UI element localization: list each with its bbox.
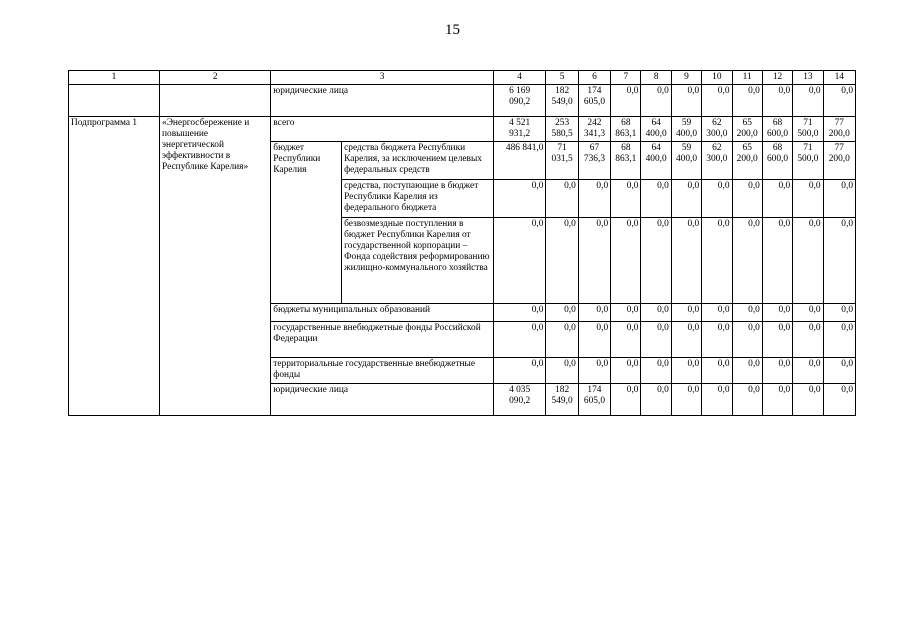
value-cell: 0,0 bbox=[762, 322, 792, 358]
value-cell: 242 341,3 bbox=[578, 117, 610, 142]
value-cell: 0,0 bbox=[762, 304, 792, 322]
value-cell: 71 500,0 bbox=[793, 117, 823, 142]
value-cell: 0,0 bbox=[793, 358, 823, 384]
value-cell: 0,0 bbox=[611, 85, 641, 117]
value-cell: 4 035 090,2 bbox=[493, 384, 546, 416]
source-cell: средства, поступающие в бюджет Республики Карелия из федерального бюджета bbox=[342, 180, 494, 218]
value-cell: 6 169 090,2 bbox=[493, 85, 546, 117]
value-cell: 0,0 bbox=[823, 218, 855, 304]
source-cell: территориальные государственные внебюджетные фонды bbox=[271, 358, 494, 384]
funding-table bbox=[68, 70, 856, 416]
header-cell: 7 bbox=[611, 71, 641, 85]
value-cell: 65 200,0 bbox=[732, 142, 762, 180]
value-cell: 0,0 bbox=[702, 304, 732, 322]
header-cell: 9 bbox=[671, 71, 701, 85]
header-cell: 1 bbox=[69, 71, 160, 85]
source-cell: бюджеты муниципальных образований bbox=[271, 304, 494, 322]
value-cell: 0,0 bbox=[641, 180, 671, 218]
value-cell: 64 400,0 bbox=[641, 117, 671, 142]
value-cell: 0,0 bbox=[732, 304, 762, 322]
value-cell: 0,0 bbox=[578, 304, 610, 322]
subprogram-name: «Энергосбережение и повышение энергетической эффективности в Республике Карелия» bbox=[160, 117, 271, 416]
value-cell: 62 300,0 bbox=[702, 142, 732, 180]
value-cell: 0,0 bbox=[578, 218, 610, 304]
value-cell: 0,0 bbox=[671, 304, 701, 322]
value-cell: 0,0 bbox=[793, 384, 823, 416]
value-cell: 59 400,0 bbox=[671, 117, 701, 142]
value-cell: 0,0 bbox=[611, 180, 641, 218]
value-cell: 0,0 bbox=[823, 304, 855, 322]
value-cell: 0,0 bbox=[671, 85, 701, 117]
value-cell: 0,0 bbox=[611, 304, 641, 322]
value-cell: 0,0 bbox=[762, 358, 792, 384]
value-cell: 71 031,5 bbox=[546, 142, 578, 180]
header-cell: 4 bbox=[493, 71, 546, 85]
value-cell: 0,0 bbox=[732, 85, 762, 117]
value-cell: 174 605,0 bbox=[578, 85, 610, 117]
value-cell: 0,0 bbox=[611, 358, 641, 384]
value-cell: 0,0 bbox=[762, 180, 792, 218]
value-cell: 0,0 bbox=[793, 85, 823, 117]
header-cell: 5 bbox=[546, 71, 578, 85]
value-cell: 0,0 bbox=[493, 304, 546, 322]
value-cell: 0,0 bbox=[493, 218, 546, 304]
value-cell: 68 600,0 bbox=[762, 142, 792, 180]
value-cell: 67 736,3 bbox=[578, 142, 610, 180]
value-cell: 0,0 bbox=[611, 384, 641, 416]
value-cell: 0,0 bbox=[611, 218, 641, 304]
value-cell: 77 200,0 bbox=[823, 142, 855, 180]
empty-cell bbox=[69, 85, 160, 117]
table-row bbox=[69, 117, 856, 142]
value-cell: 0,0 bbox=[793, 304, 823, 322]
value-cell: 0,0 bbox=[702, 180, 732, 218]
value-cell: 62 300,0 bbox=[702, 117, 732, 142]
value-cell: 77 200,0 bbox=[823, 117, 855, 142]
value-cell: 0,0 bbox=[578, 180, 610, 218]
value-cell: 0,0 bbox=[762, 218, 792, 304]
value-cell: 0,0 bbox=[823, 322, 855, 358]
value-cell: 0,0 bbox=[732, 384, 762, 416]
value-cell: 0,0 bbox=[578, 322, 610, 358]
value-cell: 0,0 bbox=[732, 180, 762, 218]
value-cell: 0,0 bbox=[493, 180, 546, 218]
value-cell: 0,0 bbox=[793, 322, 823, 358]
value-cell: 0,0 bbox=[732, 218, 762, 304]
value-cell: 64 400,0 bbox=[641, 142, 671, 180]
header-cell: 10 bbox=[702, 71, 732, 85]
value-cell: 253 580,5 bbox=[546, 117, 578, 142]
value-cell: 71 500,0 bbox=[793, 142, 823, 180]
value-cell: 68 863,1 bbox=[611, 142, 641, 180]
value-cell: 0,0 bbox=[671, 358, 701, 384]
empty-cell bbox=[160, 85, 271, 117]
header-cell: 14 bbox=[823, 71, 855, 85]
source-cell: всего bbox=[271, 117, 494, 142]
value-cell: 0,0 bbox=[702, 384, 732, 416]
value-cell: 0,0 bbox=[702, 218, 732, 304]
value-cell: 0,0 bbox=[641, 304, 671, 322]
value-cell: 59 400,0 bbox=[671, 142, 701, 180]
value-cell: 0,0 bbox=[793, 218, 823, 304]
value-cell: 182 549,0 bbox=[546, 384, 578, 416]
value-cell: 0,0 bbox=[546, 322, 578, 358]
value-cell: 0,0 bbox=[732, 322, 762, 358]
value-cell: 0,0 bbox=[546, 180, 578, 218]
page-number: 15 bbox=[445, 22, 460, 38]
value-cell: 0,0 bbox=[546, 304, 578, 322]
value-cell: 68 600,0 bbox=[762, 117, 792, 142]
source-cell: средства бюджета Республики Карелия, за исключением целевых федеральных средств bbox=[342, 142, 494, 180]
value-cell: 0,0 bbox=[578, 358, 610, 384]
value-cell: 0,0 bbox=[793, 180, 823, 218]
value-cell: 0,0 bbox=[641, 85, 671, 117]
value-cell: 0,0 bbox=[823, 358, 855, 384]
value-cell: 0,0 bbox=[493, 322, 546, 358]
value-cell: 68 863,1 bbox=[611, 117, 641, 142]
value-cell: 0,0 bbox=[823, 180, 855, 218]
value-cell: 0,0 bbox=[702, 85, 732, 117]
value-cell: 0,0 bbox=[823, 384, 855, 416]
value-cell: 182 549,0 bbox=[546, 85, 578, 117]
header-cell: 8 bbox=[641, 71, 671, 85]
value-cell: 0,0 bbox=[732, 358, 762, 384]
value-cell: 0,0 bbox=[546, 358, 578, 384]
value-cell: 0,0 bbox=[762, 85, 792, 117]
value-cell: 174 605,0 bbox=[578, 384, 610, 416]
header-cell: 11 bbox=[732, 71, 762, 85]
header-cell: 13 bbox=[793, 71, 823, 85]
value-cell: 65 200,0 bbox=[732, 117, 762, 142]
value-cell: 0,0 bbox=[823, 85, 855, 117]
value-cell: 0,0 bbox=[611, 322, 641, 358]
value-cell: 0,0 bbox=[762, 384, 792, 416]
table-row bbox=[69, 85, 856, 117]
header-cell: 6 bbox=[578, 71, 610, 85]
value-cell: 0,0 bbox=[671, 322, 701, 358]
header-row bbox=[69, 71, 856, 85]
header-cell: 12 bbox=[762, 71, 792, 85]
header-cell: 2 bbox=[160, 71, 271, 85]
value-cell: 0,0 bbox=[702, 322, 732, 358]
value-cell: 0,0 bbox=[671, 384, 701, 416]
value-cell: 0,0 bbox=[702, 358, 732, 384]
source-cell: юридические лица bbox=[271, 384, 494, 416]
value-cell: 0,0 bbox=[546, 218, 578, 304]
value-cell: 0,0 bbox=[671, 218, 701, 304]
budget-group-cell: бюджет Республики Карелия bbox=[271, 142, 342, 304]
value-cell: 0,0 bbox=[671, 180, 701, 218]
subprogram-label: Подпрограмма 1 bbox=[69, 117, 160, 416]
value-cell: 486 841,0 bbox=[493, 142, 546, 180]
value-cell: 4 521 931,2 bbox=[493, 117, 546, 142]
value-cell: 0,0 bbox=[641, 322, 671, 358]
value-cell: 0,0 bbox=[493, 358, 546, 384]
header-cell: 3 bbox=[271, 71, 494, 85]
source-cell: безвозмездные поступления в бюджет Республики Карелия от государственной корпорации – Фонда содействия реформированию жилищно-коммунального хозяйства bbox=[342, 218, 494, 304]
value-cell: 0,0 bbox=[641, 218, 671, 304]
value-cell: 0,0 bbox=[641, 384, 671, 416]
source-cell: юридические лица bbox=[271, 85, 494, 117]
value-cell: 0,0 bbox=[641, 358, 671, 384]
source-cell: государственные внебюджетные фонды Российской Федерации bbox=[271, 322, 494, 358]
